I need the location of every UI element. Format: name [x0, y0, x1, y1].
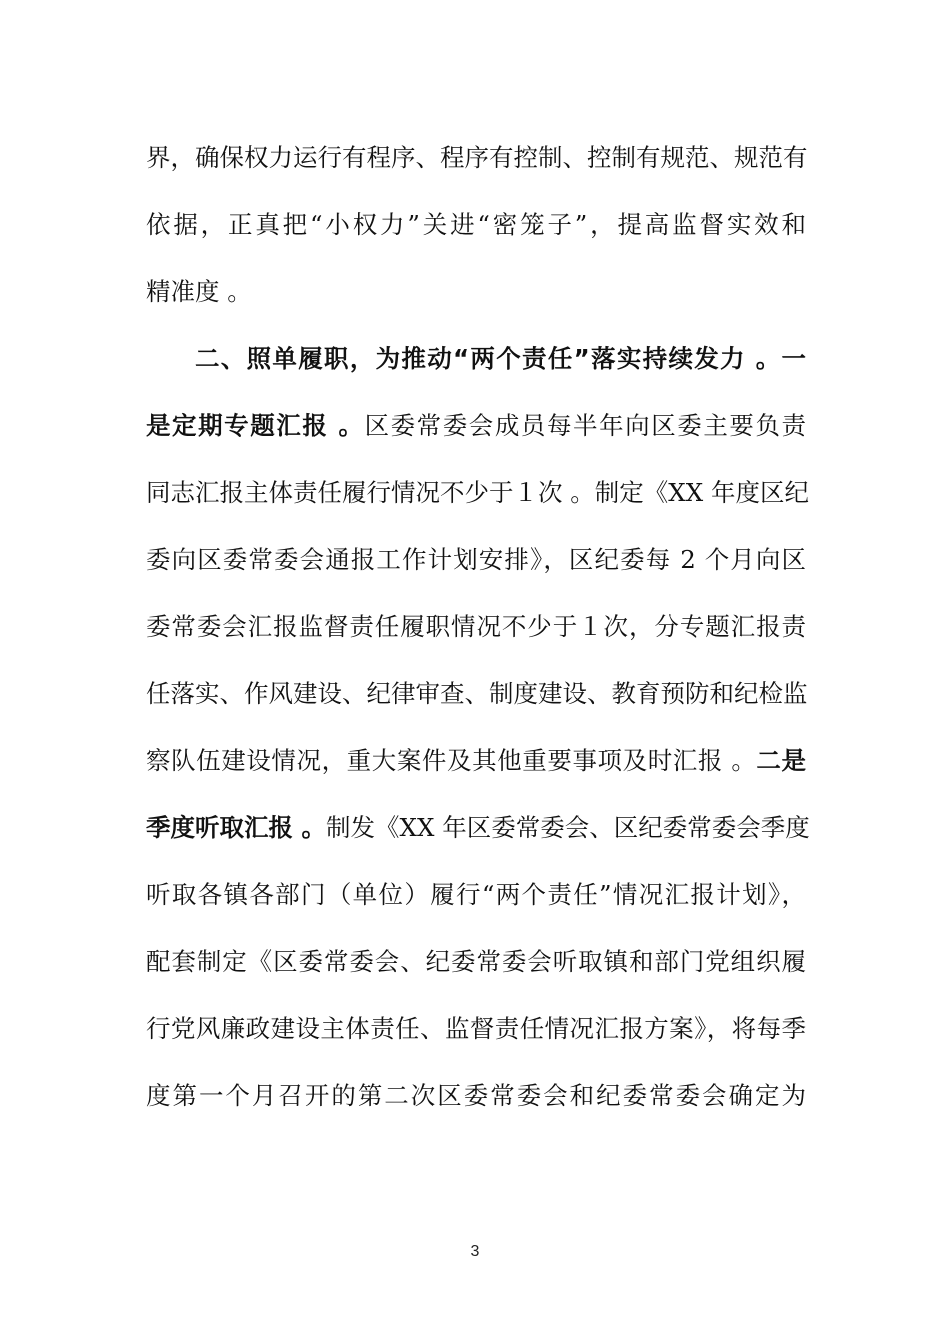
section-heading-line	[195, 339, 806, 379]
text-run: 察队伍建设情况，重大案件及其他重要事项及时汇报 。	[146, 746, 757, 775]
text-run: 委向区委常委会通报工作计划安排》，区纪委每 2 个月向区	[146, 545, 806, 574]
text-run: 行党风廉政建设主体责任、监督责任情况汇报方案》，将每季	[146, 1014, 806, 1043]
section-heading: 二、照单履职，为推动“两个责任”落实持续发力 。	[195, 344, 782, 373]
paragraph-line	[146, 1076, 806, 1116]
page-number: 3	[470, 1243, 480, 1260]
paragraph-line	[146, 205, 806, 245]
paragraph-line	[146, 1009, 806, 1049]
paragraph-line	[146, 272, 806, 312]
paragraph-line	[146, 674, 806, 714]
paragraph-line	[146, 540, 806, 580]
text-run: 制发《XX 年区委常委会、区纪委常委会季度	[326, 813, 810, 842]
bold-lead: 一	[781, 344, 806, 373]
text-run: 同志汇报主体责任履行情况不少于１次 。制定《XX 年度区纪	[146, 478, 809, 507]
text-run: 委常委会汇报监督责任履职情况不少于１次，分专题汇报责	[146, 612, 806, 641]
bold-lead: 是定期专题汇报 。	[146, 411, 365, 440]
paragraph-line	[146, 138, 806, 178]
paragraph-line	[146, 406, 806, 446]
text-run: 听取各镇各部门（单位）履行“两个责任”情况汇报计划》，	[146, 880, 806, 909]
text-run: 区委常委会成员每半年向区委主要负责	[364, 411, 807, 440]
text-run: 配套制定《区委常委会、纪委常委会听取镇和部门党组织履	[146, 947, 806, 976]
paragraph-line	[146, 607, 806, 647]
bold-lead: 季度听取汇报 。	[146, 813, 327, 842]
paragraph-line	[146, 741, 806, 781]
text-run: 精准度 。	[146, 277, 252, 306]
paragraph-line	[146, 942, 806, 982]
text-run: 度第一个月召开的第二次区委常委会和纪委常委会确定为	[146, 1081, 806, 1110]
paragraph-line	[146, 875, 806, 915]
text-run: 任落实、作风建设、纪律审查、制度建设、教育预防和纪检监	[146, 679, 808, 708]
text-run: 界，确保权力运行有程序、程序有控制、控制有规范、规范有	[146, 143, 808, 172]
paragraph-line	[146, 473, 809, 513]
paragraph-line	[146, 808, 810, 848]
text-run: 依据，正真把“小权力”关进“密笼子”，提高监督实效和	[146, 210, 806, 239]
bold-lead: 二是	[756, 746, 806, 775]
